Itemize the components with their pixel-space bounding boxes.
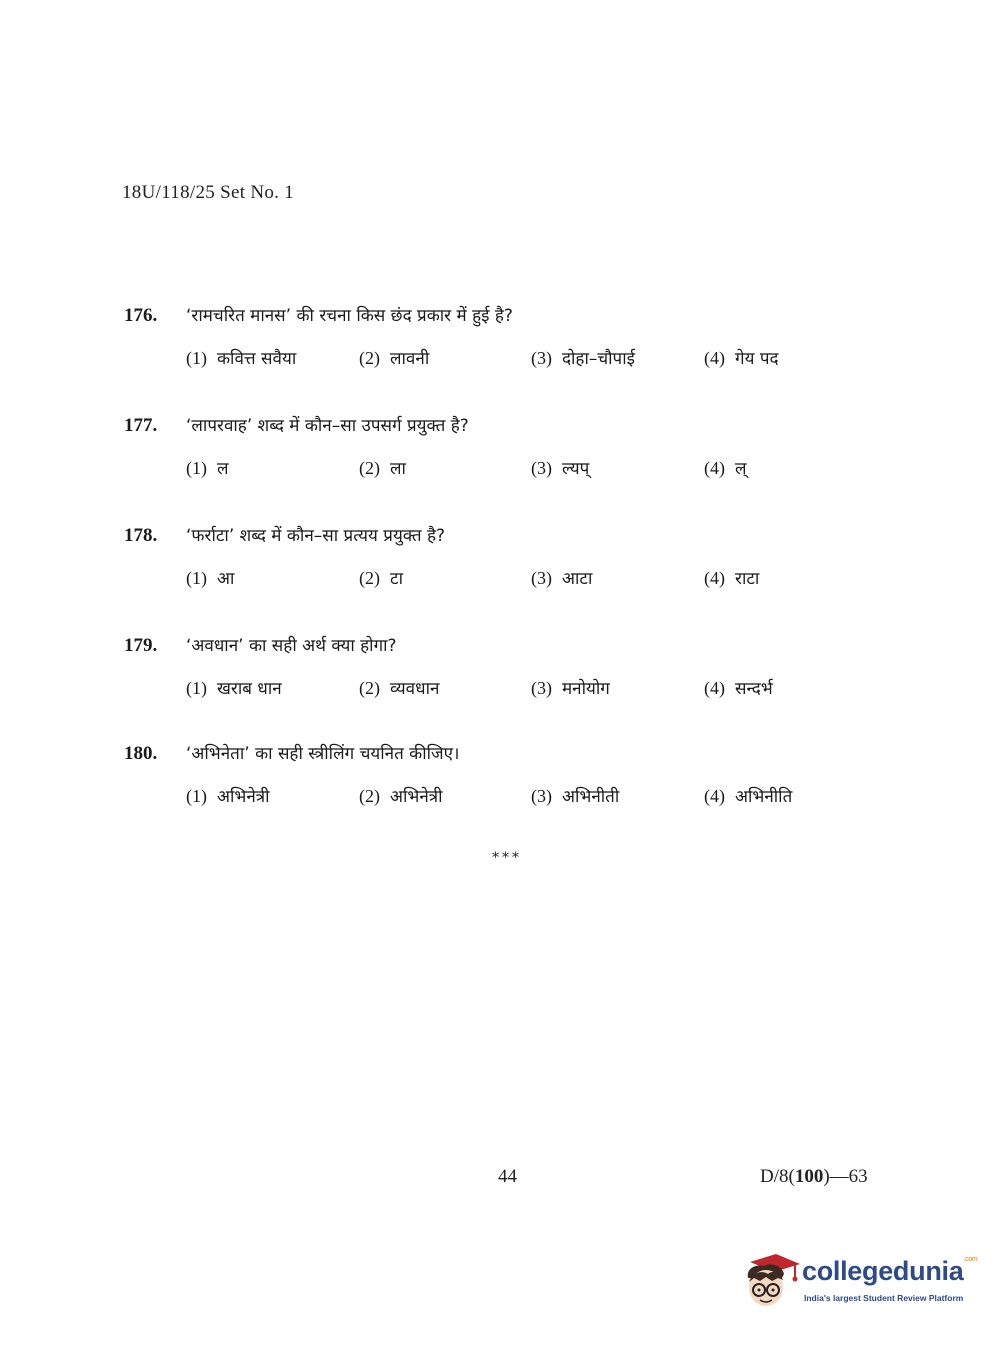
- end-mark: ***: [492, 850, 522, 866]
- footer-code: D/8(100)—63: [760, 1166, 868, 1187]
- question-176: [124, 304, 884, 372]
- option-1: (1) कवित्त सवैया: [186, 348, 297, 369]
- option-3: (3) आटा: [531, 568, 593, 589]
- option-2: (2) अभिनेत्री: [359, 786, 443, 807]
- question-number: 180.: [124, 743, 158, 764]
- option-1: (1) ल: [186, 458, 229, 479]
- option-2: (2) व्यवधान: [359, 678, 440, 699]
- question-text: ‘लापरवाह’ शब्द में कौन–सा उपसर्ग प्रयुक्त है?: [186, 416, 469, 436]
- options-row: [186, 676, 884, 702]
- option-3: (3) दोहा–चौपाई: [531, 348, 635, 369]
- collegedunia-watermark: [742, 1248, 978, 1316]
- question-text: ‘अवधान’ का सही अर्थ क्या होगा?: [186, 636, 397, 656]
- option-2: (2) ला: [359, 458, 406, 479]
- option-3: (3) अभिनीती: [531, 786, 620, 807]
- question-number: 177.: [124, 415, 158, 436]
- options-row: [186, 456, 884, 482]
- option-4: (4) राटा: [704, 568, 760, 589]
- question-178: [124, 524, 884, 592]
- brand-tagline: India's largest Student Review Platform: [804, 1293, 964, 1303]
- paper-code: 18U/118/25 Set No. 1: [122, 182, 295, 203]
- options-row: [186, 566, 884, 592]
- option-2: (2) लावनी: [359, 348, 430, 369]
- question-180: [124, 742, 884, 810]
- option-4: (4) ल्: [704, 458, 747, 479]
- question-number: 179.: [124, 635, 158, 656]
- option-2: (2) टा: [359, 568, 403, 589]
- question-text: ‘फर्राटा’ शब्द में कौन–सा प्रत्यय प्रयुक्त है?: [186, 526, 446, 546]
- option-4: (4) अभिनीति: [704, 786, 793, 807]
- option-1: (1) खराब धान: [186, 678, 282, 699]
- question-number: 178.: [124, 525, 158, 546]
- page-number: 44: [498, 1166, 517, 1187]
- question-text: ‘अभिनेता’ का सही स्त्रीलिंग चयनित कीजिए।: [186, 744, 460, 764]
- student-mascot-icon: [742, 1248, 802, 1312]
- option-1: (1) आ: [186, 568, 235, 589]
- option-1: (1) अभिनेत्री: [186, 786, 270, 807]
- option-3: (3) मनोयोग: [531, 678, 610, 699]
- question-number: 176.: [124, 305, 158, 326]
- question-text: ‘रामचरित मानस’ की रचना किस छंद प्रकार में हुई है?: [186, 306, 513, 326]
- option-4: (4) सन्दर्भ: [704, 678, 773, 699]
- question-179: [124, 634, 884, 702]
- question-177: [124, 414, 884, 482]
- option-3: (3) ल्यप्: [531, 458, 590, 479]
- option-4: (4) गेय पद: [704, 348, 779, 369]
- options-row: [186, 346, 884, 372]
- brand-name: collegedunia$^{.com}$: [802, 1256, 978, 1286]
- options-row: [186, 784, 884, 810]
